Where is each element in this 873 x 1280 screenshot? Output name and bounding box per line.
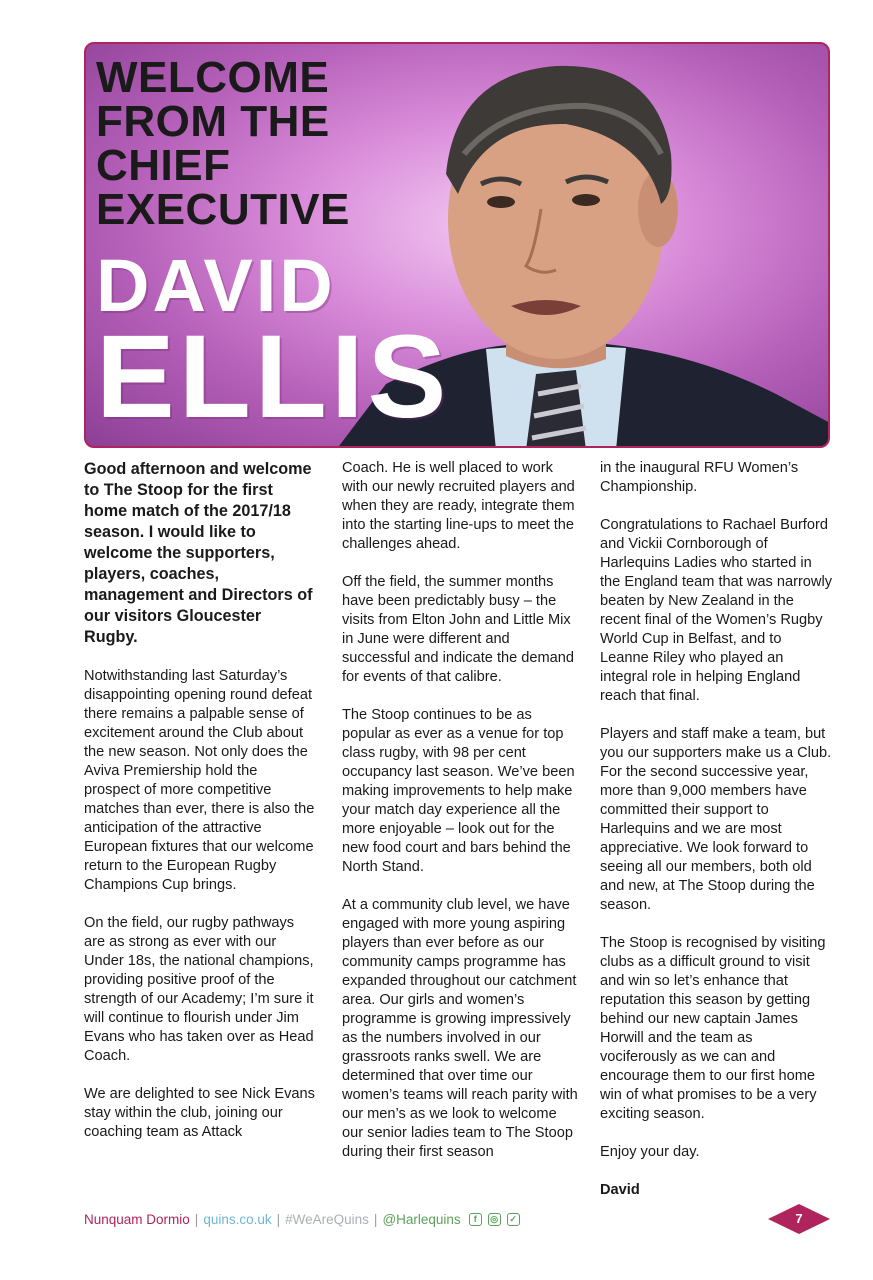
paragraph: The Stoop continues to be as popular as ever as a venue for top class rugby, with 98 per cent occupancy last season. We’ve been making improvements to help make your match day experience all the more enjoyable – look out for the new food court and bars behind the North Stand.	[342, 707, 575, 875]
paragraph: Congratulations to Rachael Burford and Vickii Cornborough of Harlequins Ladies who started in the England team that was narrowly beaten by New Zealand in the recent final of the Women’s Rugby World Cup in Belfast, and to Leanne Riley who played an integral role in helping England reach that final.	[600, 517, 833, 704]
hero-title	[96, 53, 350, 234]
social-icons	[469, 1213, 520, 1226]
paragraph: in the inaugural RFU Women’s Championship.	[600, 460, 799, 495]
page-number: 7	[795, 1211, 803, 1226]
separator: |	[194, 1212, 199, 1227]
footer	[84, 1212, 520, 1227]
separator: |	[276, 1212, 281, 1227]
instagram-icon[interactable]: ◎	[488, 1213, 501, 1226]
website-link[interactable]: quins.co.uk	[203, 1212, 272, 1227]
paragraph: We are delighted to see Nick Evans stay within the club, joining our coaching team as Attack	[84, 1086, 315, 1140]
hashtag: #WeAreQuins	[285, 1212, 369, 1227]
paragraph: Coach. He is well placed to work with our newly recruited players and when they are ready, integrate them into the starting line-ups to meet the challenges ahead.	[342, 460, 575, 552]
title-line: EXECUTIVE	[96, 185, 350, 234]
last-name: ELLIS	[96, 311, 451, 443]
paragraph: The Stoop is recognised by visiting clubs as a difficult ground to visit and win so let’s enhance that reputation this season by getting behind our new captain James Horwill and the team as vociferously as we can and encourage them to our first home win of what promises to be a very exciting season.	[600, 935, 826, 1122]
paragraph: Enjoy your day.	[600, 1144, 700, 1160]
title-line: FROM THE	[96, 97, 330, 146]
paragraph: Notwithstanding last Saturday’s disappointing opening round defeat there remains a palpable sense of excitement around the Club about the new season. Not only does the Aviva Premiership hold the prospect of more competitive matches than ever, there is also the anticipation of the attractive European fixtures that our welcome return to the European Rugby Champions Cup brings.	[84, 668, 315, 893]
separator: |	[373, 1212, 378, 1227]
chief-executive-name	[96, 244, 451, 443]
article-column-3	[600, 459, 832, 1219]
article-column-2	[342, 459, 578, 1181]
paragraph: On the field, our rugby pathways are as strong as ever with our Under 18s, the national champions, providing positive proof of the strength of our Academy; I’m sure it will continue to flourish under Jim Evans who has taken over as Head Coach.	[84, 915, 314, 1064]
hero-banner	[84, 42, 830, 448]
paragraph: At a community club level, we have engaged with more young aspiring players than ever before as our community camps programme has expanded throughout our catchment area. Our girls and women’s programme is growing impressively as the numbers involved in our grassroots ranks swell. We are determined that over time our women’s teams will reach parity with our men’s as we look to welcome our senior ladies team to The Stoop during their first season	[342, 897, 578, 1160]
page-number-badge	[768, 1204, 830, 1234]
title-line: WELCOME	[96, 53, 330, 102]
paragraph: Players and staff make a team, but you our supporters make us a Club. For the second successive year, more than 9,000 members have committed their support to Harlequins and we are most appreciative. We look forward to seeing all our members, both old and new, at The Stoop during the season.	[600, 726, 832, 913]
article-column-1	[84, 459, 316, 1161]
signoff: David	[600, 1182, 640, 1198]
lead-paragraph: Good afternoon and welcome to The Stoop for the first home match of the 2017/18 season. I would like to welcome the supporters, players, coaches, management and Directors of our visitors Gloucester Rugby.	[84, 460, 313, 646]
twitter-icon[interactable]: ✓	[507, 1213, 520, 1226]
facebook-icon[interactable]: f	[469, 1213, 482, 1226]
title-line: CHIEF	[96, 141, 231, 190]
first-name: DAVID	[96, 244, 336, 327]
social-handle[interactable]: @Harlequins	[382, 1212, 461, 1227]
paragraph: Off the field, the summer months have been predictably busy – the visits from Elton John and Little Mix in June were different and successful and indicate the demand for events of that calibre.	[342, 574, 575, 685]
club-motto: Nunquam Dormio	[84, 1212, 190, 1227]
